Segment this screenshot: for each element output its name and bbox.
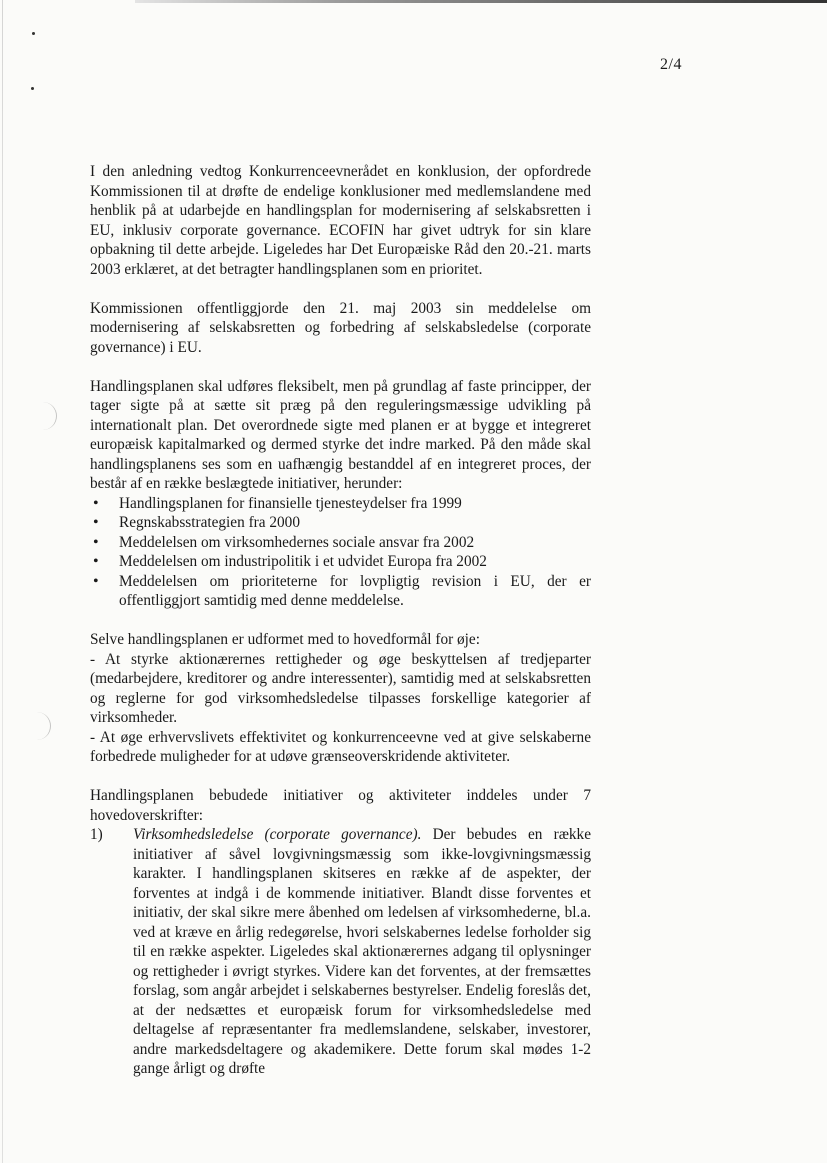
bullet-item: • Meddelelsen om industripolitik i et udvidet Europa fra 2002 (90, 552, 591, 572)
bullet-item: • Handlingsplanen for finansielle tjenesteydelser fra 1999 (90, 494, 591, 514)
bullet-list (90, 494, 591, 611)
item-heading: Virksomhedsledelse (corporate governance). (133, 826, 433, 843)
item-text: Der bebudes en række initiativer af såvel lovgivningsmæssig som ikke-lovgivningsmæssig karakter. I handlingsplanen skitseres en række af de aspekter, der forventes at indgå i de kommende initiativer. Blandt disse forventes et initiativ, der skal sikre mere åbenhed om ledelsen af virksomhederne, bl.a. ved at kræve en årlig redegørelse, hvori selskabernes ledelse forholder sig til en række aspekter. Ligeledes skal aktionærernes adgang til oplysninger og rettigheder i øvrigt styrkes. Videre kan det forventes, at der fremsættes forslag, som angår arbejdet i selskabernes bestyrelser. Endelig foreslås det, at der nedsættes et europæisk forum for virksomhedsledelse med deltagelse af repræsentanter fra medlemslandene, selskaber, investorer, andre markedsdeltagere og akademikere. Dette forum skal mødes 1-2 gange årligt og drøfte (133, 826, 591, 1077)
scan-speck (32, 32, 35, 35)
paragraph: Handlingsplanen skal udføres fleksibelt, men på grundlag af faste principper, der tager sigte på at sætte sit præg på den reguleringsmæssige udvikling på internationalt plan. Det overordnede sigte med planen er at bygge et integreret europæisk kapitalmarked og dermed styrke det indre marked. På den måde skal handlingsplanens ses som en uafhængig bestanddel af en integreret proces, der består af en række beslægtede initiativer, herunder: (90, 377, 591, 492)
numbered-item (90, 825, 591, 1079)
paragraph: Selve handlingsplanen er udformet med to hovedformål for øje: (90, 631, 480, 648)
top-scan-rule (135, 0, 827, 3)
document-body (90, 162, 591, 1079)
left-scan-edge (2, 0, 3, 1163)
bullet-item: • Meddelelsen om virksomhedernes sociale ansvar fra 2002 (90, 533, 591, 553)
page-number: 2/4 (660, 56, 682, 73)
paragraph: Handlingsplanen bebudede initiativer og aktiviteter inddeles under 7 hovedoverskrifter: (90, 787, 591, 824)
bullet-item: • Meddelelsen om prioriteterne for lovpligtig revision i EU, der er offentliggjort samtidig med denne meddelelse. (90, 572, 591, 611)
item-number: 1) (90, 826, 103, 843)
bullet-item: • Regnskabsstrategien fra 2000 (90, 513, 591, 533)
punch-hole-mark (34, 712, 51, 740)
punch-hole-mark (40, 402, 57, 430)
paragraph: I den anledning vedtog Konkurrenceevnerådet en konklusion, der opfordrede Kommissionen til at drøfte de endelige konklusioner med medlemslandene med henblik på at udarbejde en handlingsplan for modernisering af selskabsretten i EU, inklusiv corporate governance. ECOFIN har givet udtryk for sin klare opbakning til dette arbejde. Ligeledes har Det Europæiske Råd den 20.-21. marts 2003 erklæret, at det betragter handlingsplanen som en prioritet. (90, 163, 591, 278)
numbered-list (90, 825, 591, 1079)
paragraph: - At øge erhvervslivets effektivitet og konkurrenceevne ved at give selskaberne forbedrede muligheder for at udøve grænseoverskridende aktiviteter. (90, 728, 591, 765)
paragraph: - At styrke aktionærernes rettigheder og øge beskyttelsen af tredjeparter (medarbejdere, kreditorer og andre interessenter), samtidig med at selskabsretten og reglerne for god virksomhedsledelse tilpasses forskellige kategorier af virksomheder. (90, 650, 591, 726)
paragraph: Kommissionen offentliggjorde den 21. maj 2003 sin meddelelse om modernisering af selskabsretten og forbedring af selskabsledelse (corporate governance) i EU. (90, 299, 591, 356)
scan-speck (31, 87, 34, 90)
